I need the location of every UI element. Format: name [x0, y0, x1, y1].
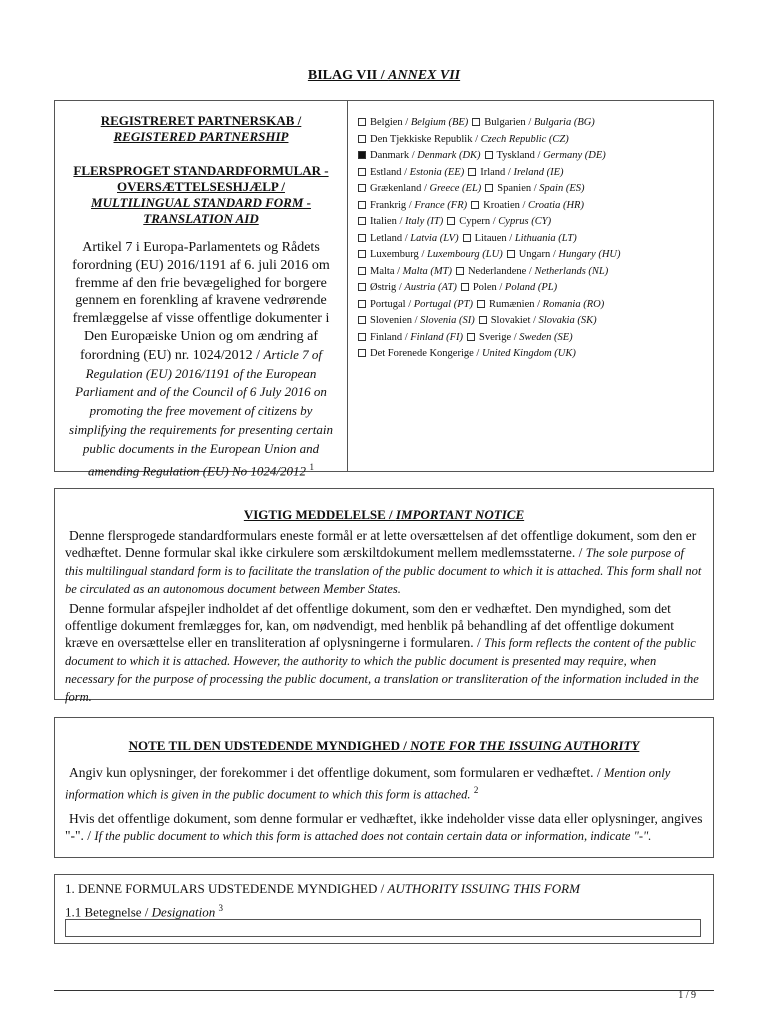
checkbox-icon[interactable]	[358, 234, 366, 242]
country-name-da: Frankrig	[370, 199, 407, 211]
country-option[interactable]: Bulgarien / Bulgaria (BG)	[472, 117, 595, 128]
country-name-da: Portugal	[370, 298, 406, 310]
country-name-en: Belgium (BE)	[410, 117, 469, 128]
country-name-en: Czech Republic (CZ)	[480, 133, 569, 145]
checkbox-icon[interactable]	[358, 184, 366, 192]
country-option[interactable]: Italien / Italy (IT)	[358, 216, 443, 227]
country-name-da: Litauen	[474, 232, 507, 244]
country-row	[358, 115, 708, 132]
country-name-da: Estland	[370, 166, 402, 178]
country-row	[358, 247, 708, 264]
country-name-da: Spanien	[497, 183, 532, 194]
country-name-da: Østrig	[370, 282, 397, 293]
country-name-en: Latvia (LV)	[410, 232, 459, 244]
checkbox-icon[interactable]	[463, 234, 471, 242]
designation-label: 1.1 Betegnelse / Designation $^3$	[65, 903, 223, 920]
country-name-da: Kroatien	[483, 199, 520, 211]
footer-divider	[54, 990, 714, 991]
country-option[interactable]: Malta / Malta (MT)	[358, 266, 452, 277]
checkbox-icon[interactable]	[479, 316, 487, 324]
country-option[interactable]: Portugal / Portugal (PT)	[358, 299, 473, 310]
note-paragraph-2: Hvis det offentlige dokument, som denne formular er vedhæftet, ikke indeholder visse data eller oplysninger, angives "-". / If the public document to which this form is attached does not contain certain data or information, indicate "-".	[65, 810, 703, 843]
country-row	[358, 231, 708, 248]
country-row	[358, 330, 708, 347]
checkbox-icon[interactable]	[358, 316, 366, 324]
notice-paragraph-2: Denne formular afspejler indholdet af det offentlige dokument, som den er vedhæftet. Den myndighed, som det offentlige dokument fremlægges for, kan, om nødvendigt, med henblik på behandling af det offentlige dokument kræve en oversættelse eller en transliteration af oplysningerne i formularen. / This form reflects the content of the public document to which it is attached. However, the authority to which the public document is presented may require, when necessary for the purpose of processing the public document, a translation or transliteration of the information included in the form.	[65, 601, 699, 704]
country-row	[358, 132, 708, 149]
country-name-en: Malta (MT)	[402, 265, 452, 277]
form-title-column	[55, 101, 348, 479]
regulation-intro: Artikel 7 i Europa-Parlamentets og Rådets forordning (EU) 2016/1191 af 6. juli 2016 om fremme af den frie bevægelighed for borgere gennem en forenkling af kravene vedrørende fremlæggelse af visse offentlige dokumenter i Den Europæiske Union og om ændring af forordning (EU) nr. 1024/2012 / Article 7 of Regulation (EU) 2016/1191 of the European Parliament and of the Council of 6 July 2016 on promoting the free movement of citizens by simplifying the requirements for presenting certain public documents in the European Union and amending Regulation (EU) No 1024/2012 $^1$	[69, 240, 333, 479]
country-name-da: Finland	[370, 331, 403, 343]
checkbox-icon[interactable]	[358, 333, 366, 341]
country-name-da: Irland	[480, 166, 506, 178]
checkbox-checked-icon[interactable]	[358, 151, 366, 159]
form-header-box	[54, 100, 714, 479]
country-name-da: Polen	[472, 282, 497, 293]
country-name-en: Lithuania (LT)	[514, 232, 577, 244]
country-option[interactable]: Letland / Latvia (LV)	[358, 233, 459, 244]
country-name-en: Croatia (HR)	[528, 199, 584, 211]
country-row	[358, 198, 708, 215]
checkbox-icon[interactable]	[358, 283, 366, 291]
country-option[interactable]: Estland / Estonia (EE)	[358, 167, 464, 178]
country-name-da: Nederlandene	[467, 265, 527, 277]
country-name-en: Netherlands (NL)	[534, 265, 609, 277]
country-option[interactable]: Cypern / Cyprus (CY)	[447, 216, 551, 227]
country-row	[358, 148, 708, 165]
checkbox-icon[interactable]	[447, 217, 455, 225]
country-option[interactable]: Rumænien / Romania (RO)	[477, 299, 604, 310]
country-name-en: Finland (FI)	[410, 331, 464, 343]
checkbox-icon[interactable]	[472, 118, 480, 126]
country-option[interactable]: Nederlandene / Netherlands (NL)	[456, 266, 608, 277]
country-option[interactable]: Grækenland / Greece (EL)	[358, 183, 481, 194]
checkbox-icon[interactable]	[456, 267, 464, 275]
country-name-da: Malta	[370, 265, 395, 277]
country-option[interactable]: Finland / Finland (FI)	[358, 332, 463, 343]
country-row	[358, 214, 708, 231]
country-name-da: Belgien	[370, 117, 403, 128]
country-name-en: France (FR)	[414, 199, 468, 211]
issuing-authority-section	[54, 874, 714, 944]
country-name-en: Romania (RO)	[542, 298, 605, 310]
country-name-en: Bulgaria (BG)	[533, 117, 595, 128]
country-name-da: Danmark	[370, 150, 410, 161]
country-option[interactable]: Polen / Poland (PL)	[461, 282, 557, 293]
important-notice-heading: VIGTIG MEDDELELSE / IMPORTANT NOTICE	[243, 507, 525, 522]
checkbox-icon[interactable]	[358, 168, 366, 176]
country-row	[358, 297, 708, 314]
checkbox-icon[interactable]	[477, 300, 485, 308]
designation-field[interactable]	[65, 919, 701, 937]
country-option[interactable]: Tyskland / Germany (DE)	[485, 150, 606, 161]
checkbox-icon[interactable]	[507, 250, 515, 258]
country-option[interactable]: Frankrig / France (FR)	[358, 200, 467, 211]
country-option[interactable]: Kroatien / Croatia (HR)	[471, 200, 584, 211]
checkbox-icon[interactable]	[358, 135, 366, 143]
member-state-checklist	[358, 115, 708, 363]
country-name-da: Italien	[370, 216, 397, 227]
important-notice-box	[54, 488, 714, 704]
country-name-da: Grækenland	[370, 183, 422, 194]
country-name-da: Slovakiet	[490, 315, 531, 326]
page-title: BILAG VII / ANNEX VII	[307, 68, 461, 83]
checkbox-icon[interactable]	[358, 201, 366, 209]
country-name-en: Estonia (EE)	[409, 166, 465, 178]
country-row	[358, 280, 708, 297]
country-name-en: Ireland (IE)	[513, 166, 564, 178]
checkbox-icon[interactable]	[468, 168, 476, 176]
page-number: 1 / 9	[678, 990, 696, 1001]
country-name-en: Cyprus (CY)	[498, 216, 552, 227]
checkbox-icon[interactable]	[358, 217, 366, 225]
country-name-en: Sweden (SE)	[519, 331, 573, 343]
country-name-da: Luxemburg	[370, 249, 419, 260]
country-name-da: Cypern	[459, 216, 491, 227]
country-name-en: Greece (EL)	[429, 183, 482, 194]
issuing-authority-note-heading: NOTE TIL DEN UDSTEDENDE MYNDIGHED / NOTE FOR THE ISSUING AUTHORITY	[128, 738, 640, 753]
issuing-authority-note-box	[54, 717, 714, 858]
checkbox-icon[interactable]	[471, 201, 479, 209]
country-option[interactable]: Luxemburg / Luxembourg (LU)	[358, 249, 503, 260]
country-option[interactable]: Slovakiet / Slovakia (SK)	[479, 315, 597, 326]
country-option[interactable]: Slovenien / Slovenia (SI)	[358, 315, 475, 326]
country-name-da: Letland	[370, 232, 403, 244]
country-option[interactable]: Sverige / Sweden (SE)	[467, 332, 573, 343]
country-name-en: Spain (ES)	[539, 183, 585, 194]
country-name-da: Det Forenede Kongerige	[370, 348, 474, 359]
checkbox-icon[interactable]	[485, 184, 493, 192]
country-name-da: Bulgarien	[484, 117, 526, 128]
country-row	[358, 264, 708, 281]
country-row	[358, 181, 708, 198]
country-name-en: United Kingdom (UK)	[481, 348, 576, 359]
checkbox-icon[interactable]	[461, 283, 469, 291]
country-row	[358, 165, 708, 182]
country-name-da: Den Tjekkiske Republik	[370, 133, 473, 145]
section-1-heading: 1. DENNE FORMULARS UDSTEDENDE MYNDIGHED / AUTHORITY ISSUING THIS FORM	[65, 881, 580, 896]
country-option[interactable]: Litauen / Lithuania (LT)	[463, 233, 577, 244]
country-option[interactable]: Irland / Ireland (IE)	[468, 167, 563, 178]
country-option[interactable]: Belgien / Belgium (BE)	[358, 117, 468, 128]
country-option[interactable]: Østrig / Austria (AT)	[358, 282, 457, 293]
checkbox-icon[interactable]	[358, 250, 366, 258]
country-name-en: Denmark (DK)	[417, 150, 481, 161]
country-option[interactable]: Det Forenede Kongerige / United Kingdom (UK)	[358, 348, 576, 359]
country-row	[358, 313, 708, 330]
country-name-da: Sverige	[479, 331, 512, 343]
checkbox-icon[interactable]	[467, 333, 475, 341]
checkbox-icon[interactable]	[358, 300, 366, 308]
country-row	[358, 346, 708, 363]
country-name-da: Rumænien	[488, 298, 535, 310]
checkbox-icon[interactable]	[485, 151, 493, 159]
country-name-en: Hungary (HU)	[558, 249, 621, 260]
country-name-da: Tyskland	[496, 150, 535, 161]
country-name-en: Slovenia (SI)	[420, 315, 475, 326]
country-option[interactable]: Ungarn / Hungary (HU)	[507, 249, 621, 260]
checkbox-icon[interactable]	[358, 267, 366, 275]
country-name-en: Portugal (PT)	[413, 298, 473, 310]
country-name-en: Germany (DE)	[543, 150, 606, 161]
registered-partnership-heading: REGISTRERET PARTNERSKAB / REGISTERED PARTNERSHIP	[100, 113, 302, 144]
country-option[interactable]: Spanien / Spain (ES)	[485, 183, 584, 194]
country-name-en: Poland (PL)	[504, 282, 558, 293]
country-name-da: Ungarn	[518, 249, 551, 260]
country-name-da: Slovenien	[370, 315, 412, 326]
country-option[interactable]: Danmark / Denmark (DK)	[358, 150, 481, 161]
country-name-en: Luxembourg (LU)	[426, 249, 503, 260]
country-name-en: Austria (AT)	[404, 282, 457, 293]
note-paragraph-1: Angiv kun oplysninger, der forekommer i det offentlige dokument, som formularen er vedhæftet. / Mention only information which is given in the public document to which this form is attached. $^2$	[65, 765, 671, 802]
standard-form-heading: FLERSPROGET STANDARDFORMULAR - OVERSÆTTELSESHJÆLP / MULTILINGUAL STANDARD FORM - TRANSLATION AID	[73, 163, 329, 226]
checkbox-icon[interactable]	[358, 349, 366, 357]
notice-paragraph-1: Denne flersprogede standardformulars eneste formål er at lette oversættelsen af det offentlige dokument, som den er vedhæftet. Denne formular skal ikke cirkulere som ærskiltdokument mellem medlemsstaterne. / The sole purpose of this multilingual standard form is to facilitate the translation of the public document to which it is attached. This form shall not be circulated as an autonomous document between Member States.	[65, 528, 702, 596]
country-name-en: Italy (IT)	[405, 216, 444, 227]
checkbox-icon[interactable]	[358, 118, 366, 126]
country-name-en: Slovakia (SK)	[538, 315, 597, 326]
country-option[interactable]: Den Tjekkiske Republik / Czech Republic (CZ)	[358, 134, 569, 145]
